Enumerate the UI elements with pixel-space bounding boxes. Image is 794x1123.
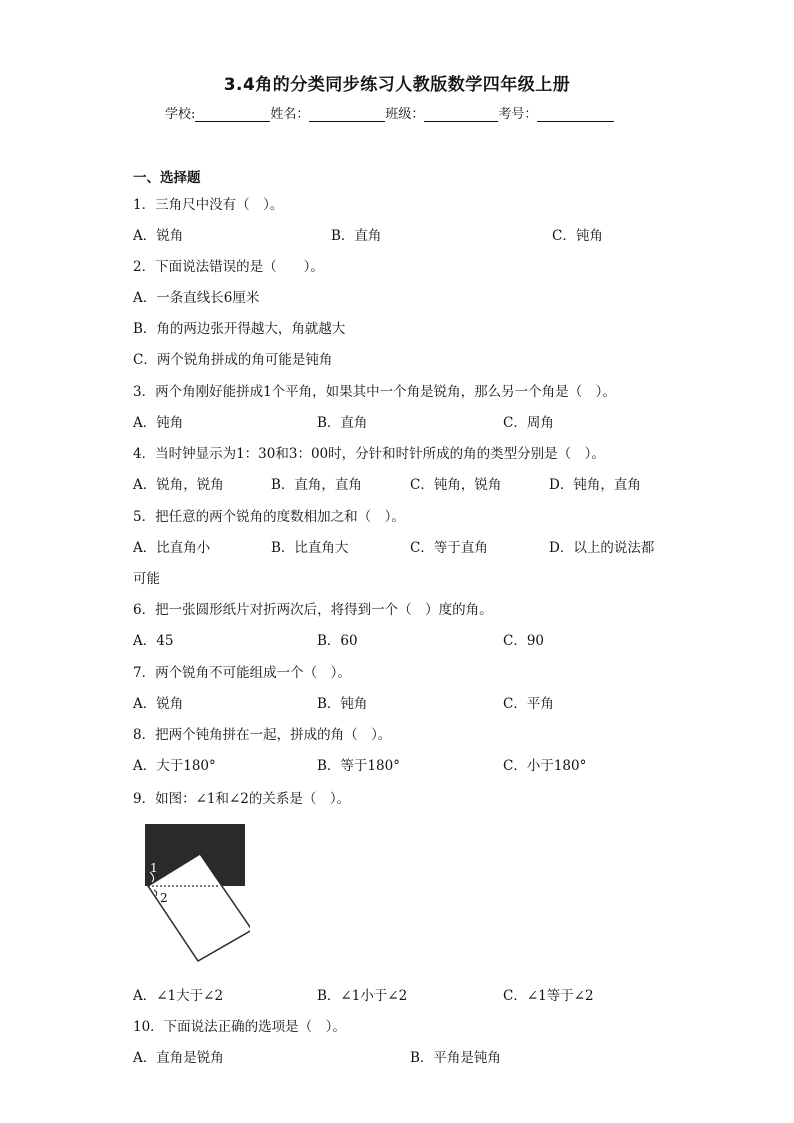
folded-paper-figure <box>140 820 250 965</box>
q4-option-a[interactable]: A．锐角，锐角 <box>133 477 224 493</box>
q5-option-d[interactable]: D．以上的说法都 <box>549 540 655 556</box>
q9-option-c[interactable]: C．∠1等于∠2 <box>503 988 594 1004</box>
q8-option-b[interactable]: B．等于180° <box>317 758 400 774</box>
question-10: 10．下面说法正确的选项是（ ）。 <box>133 1019 346 1035</box>
question-3: 3．两个角刚好能拼成1个平角，如果其中一个角是锐角，那么另一个角是（ ）。 <box>133 384 616 400</box>
q5-option-b[interactable]: B．比直角大 <box>271 540 349 556</box>
question-6: 6．把一张圆形纸片对折两次后，将得到一个（ ）度的角。 <box>133 602 493 618</box>
q8-option-c[interactable]: C．小于180° <box>503 758 587 774</box>
q4-option-d[interactable]: D．钝角，直角 <box>549 477 641 493</box>
question-8: 8．把两个钝角拼在一起，拼成的角（ ）。 <box>133 727 392 743</box>
name-label: 姓名： <box>270 107 310 122</box>
angle-2-label: 2 <box>160 891 168 905</box>
q9-option-b[interactable]: B．∠1小于∠2 <box>317 988 408 1004</box>
q3-option-a[interactable]: A．钝角 <box>133 415 184 431</box>
student-info-line <box>165 103 614 122</box>
question-9: 9．如图：∠1和∠2的关系是（ ）。 <box>133 791 351 807</box>
q5-option-a[interactable]: A．比直角小 <box>133 540 211 556</box>
q1-option-c[interactable]: C．钝角 <box>552 228 603 244</box>
q6-option-b[interactable]: B．60 <box>317 633 358 649</box>
q3-option-c[interactable]: C．周角 <box>503 415 554 431</box>
q4-option-c[interactable]: C．钝角，锐角 <box>410 477 502 493</box>
q9-option-a[interactable]: A．∠1大于∠2 <box>133 988 224 1004</box>
q1-option-b[interactable]: B．直角 <box>331 228 382 244</box>
name-blank[interactable] <box>309 107 385 122</box>
question-4: 4．当时钟显示为1：30和3：00时，分针和时针所成的角的类型分别是（ ）。 <box>133 446 605 462</box>
q4-option-b[interactable]: B．直角，直角 <box>271 477 362 493</box>
class-label: 班级： <box>385 107 425 122</box>
q7-option-a[interactable]: A．锐角 <box>133 696 184 712</box>
q10-option-a[interactable]: A．直角是锐角 <box>133 1050 224 1066</box>
q6-option-a[interactable]: A．45 <box>133 633 174 649</box>
q2-option-a[interactable]: A．一条直线长6厘米 <box>133 290 260 306</box>
school-label: 学校: <box>165 107 196 122</box>
school-blank[interactable] <box>195 107 270 122</box>
q5-option-d-wrap: 可能 <box>133 571 160 587</box>
question-7: 7．两个锐角不可能组成一个（ ）。 <box>133 665 351 681</box>
question-2: 2．下面说法错误的是（ ）。 <box>133 259 324 275</box>
q10-option-b[interactable]: B．平角是钝角 <box>410 1050 501 1066</box>
q7-option-b[interactable]: B．钝角 <box>317 696 368 712</box>
q2-option-b[interactable]: B．角的两边张开得越大，角就越大 <box>133 321 346 337</box>
exam-no-label: 考号： <box>498 107 538 122</box>
q6-option-c[interactable]: C．90 <box>503 633 545 649</box>
q5-option-c[interactable]: C．等于直角 <box>410 540 488 556</box>
page-title: 3.4角的分类同步练习人教版数学四年级上册 <box>223 75 571 95</box>
angle-1-label: 1 <box>150 861 158 875</box>
question-1: 1．三角尺中没有（ ）。 <box>133 197 284 213</box>
q1-option-a[interactable]: A．锐角 <box>133 228 184 244</box>
q7-option-c[interactable]: C．平角 <box>503 696 554 712</box>
exam-no-blank[interactable] <box>537 107 614 122</box>
q2-option-c[interactable]: C．两个锐角拼成的角可能是钝角 <box>133 352 333 368</box>
section-heading: 一、选择题 <box>133 170 201 186</box>
question-5: 5．把任意的两个锐角的度数相加之和（ ）。 <box>133 509 405 525</box>
class-blank[interactable] <box>424 107 498 122</box>
q3-option-b[interactable]: B．直角 <box>317 415 368 431</box>
q8-option-a[interactable]: A．大于180° <box>133 758 216 774</box>
